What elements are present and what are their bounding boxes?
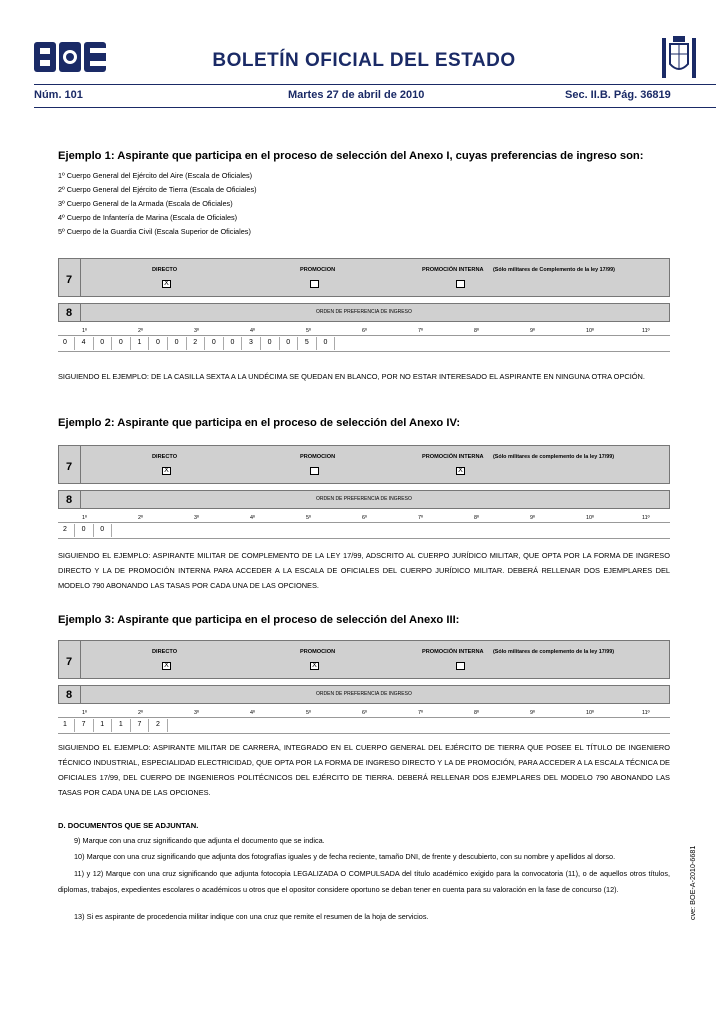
divider (80, 303, 81, 322)
directo-checkbox[interactable]: X (162, 467, 171, 475)
field-8-number: 8 (66, 307, 73, 319)
promocion-interna-label: PROMOCIÓN INTERNA (422, 454, 484, 460)
divider (58, 522, 670, 523)
field-7-number: 7 (66, 656, 73, 668)
divider (80, 445, 81, 484)
cve-code: cve: BOE-A-2010-6681 (688, 845, 697, 920)
ordinal-label: 5º (306, 328, 311, 334)
issue-date: Martes 27 de abril de 2010 (288, 89, 425, 101)
field-7-box (58, 640, 670, 679)
example-2-heading: Ejemplo 2: Aspirante que participa en el proceso de selección del Anexo IV: (58, 417, 461, 429)
ordinal-label: 1º (82, 328, 87, 334)
ordinal-label: 3º (194, 515, 199, 521)
ordinal-label: 2º (138, 515, 143, 521)
field-8-number: 8 (66, 689, 73, 701)
ordinal-label: 9º (530, 515, 535, 521)
preference-digit-cell[interactable]: 0 (118, 339, 123, 346)
pref-item: 5º Cuerpo de la Guardia Civil (Escala Superior de Oficiales) (58, 227, 251, 236)
ordinal-label: 5º (306, 710, 311, 716)
ordinal-label: 10º (586, 515, 594, 521)
field-7-number: 7 (66, 461, 73, 473)
divider (58, 717, 670, 718)
ordinal-label: 7º (418, 328, 423, 334)
divider (58, 335, 670, 336)
promocion-interna-checkbox[interactable] (456, 280, 465, 288)
pref-item: 2º Cuerpo General del Ejército de Tierra (Escala de Oficiales) (58, 185, 257, 194)
ordinal-label: 1º (82, 515, 87, 521)
ordinal-label: 11º (642, 710, 650, 716)
ordinal-label: 1º (82, 710, 87, 716)
promocion-interna-note: (Sólo militares de Complemento de la ley 17/99) (493, 267, 615, 273)
divider (80, 685, 81, 704)
ordinal-label: 6º (362, 710, 367, 716)
ordinal-label: 3º (194, 710, 199, 716)
ordinal-label: 11º (642, 515, 650, 521)
promocion-interna-checkbox[interactable]: X (456, 467, 465, 475)
orden-label: ORDEN DE PREFERENCIA DE INGRESO (316, 691, 412, 697)
promocion-interna-checkbox[interactable] (456, 662, 465, 670)
cell-divider (111, 524, 112, 537)
preference-digit-cell[interactable]: 5 (304, 339, 309, 346)
promocion-checkbox[interactable] (310, 280, 319, 288)
directo-checkbox[interactable]: X (162, 280, 171, 288)
pref-item: 3º Cuerpo General de la Armada (Escala de Oficiales) (58, 199, 233, 208)
preference-digit-cell[interactable]: 1 (137, 339, 142, 346)
doc-note-10: 10) Marque con una cruz significando que adjunta dos fotografías iguales y de fecha reciente, tamaño DNI, de frente y descubierto, con su nombre y apellidos al dorso. (74, 852, 616, 861)
header-rule-top (34, 84, 716, 85)
promocion-interna-note: (Sólo militares de complemento de la ley 17/99) (493, 649, 615, 655)
page-title: BOLETÍN OFICIAL DEL ESTADO (212, 50, 516, 71)
field-8-number: 8 (66, 494, 73, 506)
preference-digit-cell[interactable]: 0 (100, 526, 105, 533)
preference-digit-cell[interactable]: 7 (137, 721, 142, 728)
example-3-explanation: SIGUIENDO EL EJEMPLO: ASPIRANTE MILITAR DE CARRERA, INTEGRADO EN EL CUERPO GENERAL DEL EJÉRCITO DE TIERRA QUE POSEE EL TÍTULO DE INGENIERO TÉCNICO INDUSTRIAL, ESPECIALIDAD ELECTRICIDAD, QUE OPTA POR LA FORMA DE INGRESO DIRECTO Y LA DE PROMOCIÓN, PARA ACCEDER A LA ESCALA TÉCNICA DE OFICIALES 17/99, DEL CUERPO DE INGENIEROS POLITÉCNICOS DEL EJÉRCITO DE TIERRA. DEBERÁ RELLENAR DOS EJEMPLARES DEL MODELO 790 ABONANDO LAS TASAS POR CADA UNA DE LAS OPCIONES. (58, 743, 670, 797)
field-7-box (58, 445, 670, 484)
header-rule-bottom (34, 107, 716, 108)
ordinal-label: 2º (138, 328, 143, 334)
ordinal-label: 4º (250, 328, 255, 334)
issue-number: Núm. 101 (34, 89, 83, 101)
preference-digit-cell[interactable]: 4 (81, 339, 86, 346)
divider (80, 490, 81, 509)
promocion-label: PROMOCION (300, 454, 336, 460)
preference-digit-cell[interactable]: 0 (63, 339, 67, 346)
field-7-number: 7 (66, 274, 73, 286)
ordinal-label: 9º (530, 328, 535, 334)
preference-digit-cell[interactable]: 3 (249, 339, 253, 346)
example-1-explanation: SIGUIENDO EL EJEMPLO: DE LA CASILLA SEXTA A LA UNDÉCIMA SE QUEDAN EN BLANCO, POR NO ESTAR INTERESADO EL ASPIRANTE EN NINGUNA OTRA OPCIÓN. (58, 372, 645, 381)
ordinal-label: 9º (530, 710, 535, 716)
doc-note-13: 13) Si es aspirante de procedencia militar indique con una cruz que remite el resumen de la hoja de servicios. (74, 912, 429, 921)
preference-digit-cell[interactable]: 1 (63, 721, 67, 728)
ordinal-label: 8º (474, 328, 479, 334)
ordinal-label: 6º (362, 515, 367, 521)
field-7-box (58, 258, 670, 297)
promocion-checkbox[interactable]: X (310, 662, 319, 670)
cell-divider (334, 337, 335, 350)
divider (80, 640, 81, 679)
ordinal-label: 3º (194, 328, 199, 334)
ordinal-label: 8º (474, 515, 479, 521)
promocion-interna-label: PROMOCIÓN INTERNA (422, 649, 484, 655)
divider (58, 351, 670, 352)
preference-digit-cell[interactable]: 0 (267, 339, 272, 346)
divider (58, 733, 670, 734)
directo-label: DIRECTO (152, 454, 178, 460)
section-page: Sec. II.B. Pág. 36819 (565, 89, 671, 101)
preference-digit-cell[interactable]: 0 (286, 339, 291, 346)
coat-of-arms-icon (658, 34, 700, 84)
ordinal-label: 8º (474, 710, 479, 716)
promocion-interna-label: PROMOCIÓN INTERNA (422, 267, 484, 273)
cell-divider (167, 719, 168, 732)
preference-digit-cell[interactable]: 0 (174, 339, 179, 346)
orden-label: ORDEN DE PREFERENCIA DE INGRESO (316, 309, 412, 315)
preference-digit-cell[interactable]: 2 (63, 526, 67, 533)
ordinal-label: 4º (250, 710, 255, 716)
preference-digit-cell[interactable]: 0 (211, 339, 216, 346)
example-3-heading: Ejemplo 3: Aspirante que participa en el proceso de selección del Anexo III: (58, 614, 460, 626)
preference-digit-cell[interactable]: 2 (193, 339, 198, 346)
divider (80, 258, 81, 297)
promocion-checkbox[interactable] (310, 467, 319, 475)
example-1-heading: Ejemplo 1: Aspirante que participa en el proceso de selección del Anexo I, cuyas preferencias de ingreso son: (58, 150, 644, 162)
ordinal-label: 2º (138, 710, 143, 716)
pref-item: 4º Cuerpo de Infantería de Marina (Escala de Oficiales) (58, 213, 238, 222)
preference-digit-cell[interactable]: 1 (118, 721, 123, 728)
ordinal-label: 10º (586, 328, 594, 334)
ordinal-label: 7º (418, 710, 423, 716)
ordinal-label: 11º (642, 328, 650, 334)
ordinal-label: 7º (418, 515, 423, 521)
pref-item: 1º Cuerpo General del Ejército del Aire (Escala de Oficiales) (58, 171, 253, 180)
ordinal-label: 6º (362, 328, 367, 334)
orden-label: ORDEN DE PREFERENCIA DE INGRESO (316, 496, 412, 502)
preference-digit-cell[interactable]: 0 (156, 339, 160, 346)
ordinal-label: 4º (250, 515, 255, 521)
promocion-interna-note: (Sólo militares de complemento de la ley 17/99) (493, 454, 615, 460)
directo-checkbox[interactable]: X (162, 662, 171, 670)
preference-digit-cell[interactable]: 0 (100, 339, 105, 346)
preference-digit-cell[interactable]: 0 (81, 526, 86, 533)
preference-digit-cell[interactable]: 2 (156, 721, 160, 728)
doc-note-9: 9) Marque con una cruz significando que adjunta el documento que se indica. (74, 836, 325, 845)
divider (58, 538, 670, 539)
promocion-label: PROMOCION (300, 267, 336, 273)
ordinal-label: 5º (306, 515, 311, 521)
preference-digit-cell[interactable]: 0 (230, 339, 235, 346)
documents-heading: D. DOCUMENTOS QUE SE ADJUNTAN. (58, 821, 199, 830)
preference-digit-cell[interactable]: 1 (100, 721, 105, 728)
promocion-label: PROMOCION (300, 649, 336, 655)
example-2-explanation: SIGUIENDO EL EJEMPLO: ASPIRANTE MILITAR DE COMPLEMENTO DE LA LEY 17/99, ADSCRITO AL CUERPO JURÍDICO MILITAR, QUE OPTA POR LA FORMA DE INGRESO DIRECTO Y LA DE PROMOCIÓN INTERNA PARA ACCEDER A LA ESCALA DE OFICIALES DEL CUERPO JURÍDICO MILITAR. DEBERÁ RELLENAR DOS EJEMPLARES DEL MODELO 790 ABONANDO LAS TASAS POR CADA UNA DE LAS OPCIONES. (58, 551, 670, 590)
directo-label: DIRECTO (152, 267, 178, 273)
preference-digit-cell[interactable]: 0 (323, 339, 328, 346)
preference-digit-cell[interactable]: 7 (81, 721, 86, 728)
directo-label: DIRECTO (152, 649, 178, 655)
doc-note-11-12: 11) y 12) Marque con una cruz significando que adjunta fotocopia LEGALIZADA O COMPULSADA del título académico exigido para la convocatoria (11), o de aquellos otros títulos, diplomas, trabajos, expedientes escolares o académicos u otros que el opositor considere oportuno se deban tener en cuenta para su valoración en la fase de concurso (12). (58, 869, 670, 894)
ordinal-label: 10º (586, 710, 594, 716)
